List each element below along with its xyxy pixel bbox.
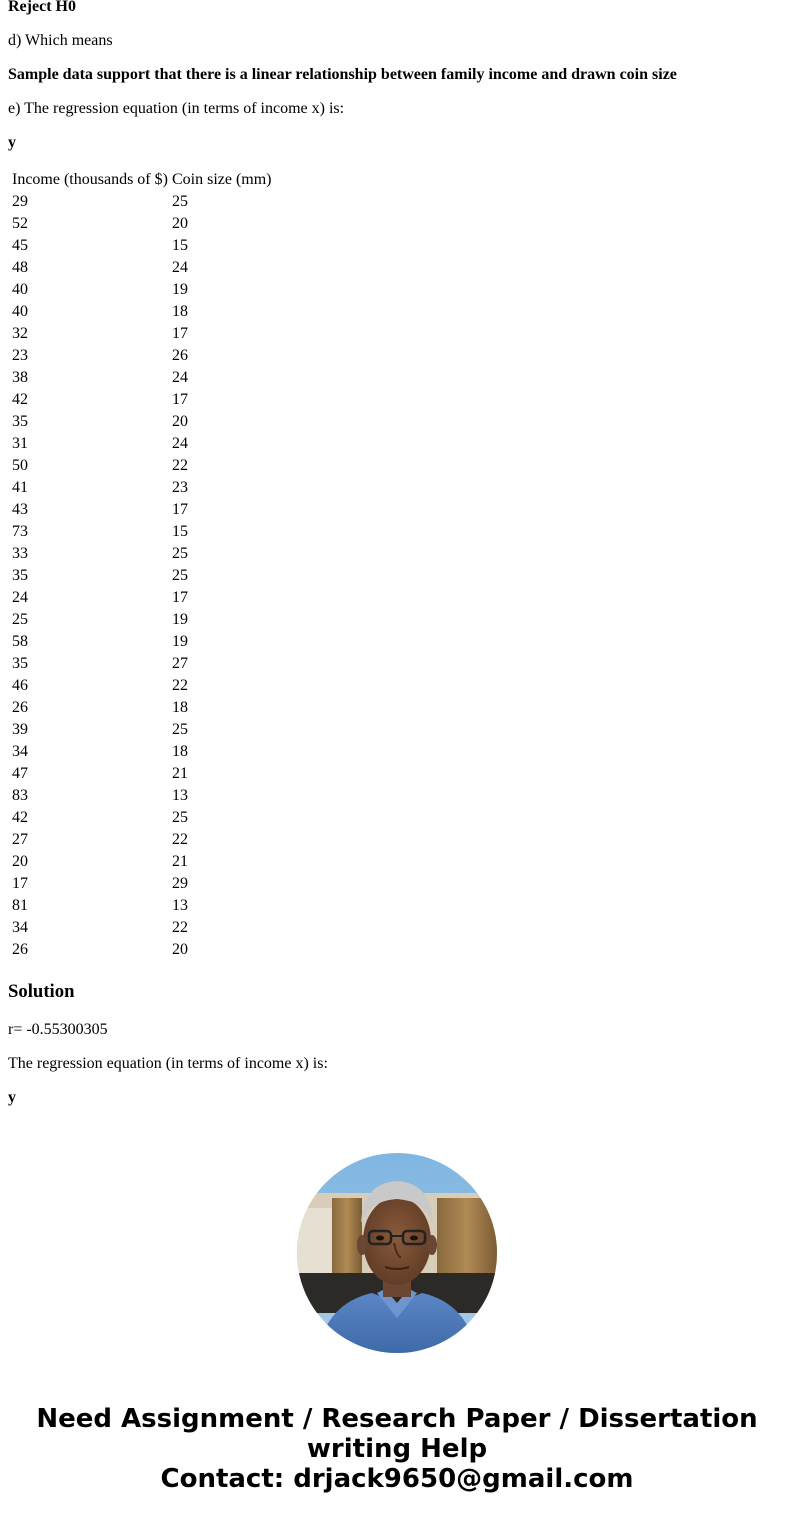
coin-size-cell: 24 [171,369,188,386]
income-cell: 32 [12,325,28,342]
question-e-answer: y [8,134,16,151]
income-cell: 27 [12,831,28,848]
coin-size-column-header: Coin size (mm) [171,171,272,188]
coin-size-cell: 20 [171,941,188,958]
table-row [11,852,273,872]
coin-size-cell: 22 [171,677,188,694]
income-cell: 52 [12,215,28,232]
income-cell: 43 [12,501,28,518]
coin-size-cell: 24 [171,435,188,452]
income-cell: 35 [12,655,28,672]
table-row [11,896,273,916]
income-cell: 42 [12,391,28,408]
table-row [11,258,273,278]
coin-size-cell: 25 [171,545,188,562]
coin-size-cell: 17 [171,325,188,342]
coin-size-cell: 27 [171,655,188,672]
coin-size-cell: 17 [171,501,188,518]
table-row [11,610,273,630]
income-cell: 42 [12,809,28,826]
coin-size-cell: 23 [171,479,188,496]
table-row [11,566,273,586]
income-cell: 35 [12,413,28,430]
table-row [11,720,273,740]
coin-size-cell: 19 [171,633,188,650]
income-cell: 47 [12,765,28,782]
table-row [11,786,273,806]
table-row [11,764,273,784]
table-row [11,918,273,938]
coin-size-cell: 20 [171,215,188,232]
income-column-header: Income (thousands of $) [12,171,168,188]
table-row [11,522,273,542]
income-coin-table [9,168,275,962]
table-row [11,830,273,850]
decision-text: Reject H0 [8,0,76,15]
table-row [11,214,273,234]
table-row [11,280,273,300]
income-cell: 24 [12,589,28,606]
table-row [11,324,273,344]
interpretation-text: Sample data support that there is a linear relationship between family income and drawn coin size [8,66,677,83]
table-row [11,742,273,762]
promo-contact: Contact: drjack9650@gmail.com [160,1464,634,1494]
promo-line-1: Need Assignment / Research Paper / Dissertation [36,1404,758,1434]
income-cell: 31 [12,435,28,452]
table-row [11,390,273,410]
table-header-row [11,170,273,190]
coin-size-cell: 15 [171,237,188,254]
income-cell: 29 [12,193,28,210]
table-row [11,808,273,828]
coin-size-cell: 19 [171,611,188,628]
r-value-text: r= -0.55300305 [8,1021,108,1038]
coin-size-cell: 20 [171,413,188,430]
table-row [11,544,273,564]
coin-size-cell: 22 [171,457,188,474]
income-cell: 17 [12,875,28,892]
coin-size-cell: 29 [171,875,188,892]
table-row [11,588,273,608]
coin-size-cell: 18 [171,743,188,760]
coin-size-cell: 18 [171,699,188,716]
table-row [11,236,273,256]
coin-size-cell: 15 [171,523,188,540]
coin-size-cell: 18 [171,303,188,320]
table-row [11,698,273,718]
table-row [11,302,273,322]
table-row [11,192,273,212]
income-cell: 20 [12,853,28,870]
coin-size-cell: 25 [171,193,188,210]
income-cell: 38 [12,369,28,386]
income-cell: 58 [12,633,28,650]
promo-line-2: writing Help [306,1434,488,1464]
income-cell: 33 [12,545,28,562]
promo-banner [0,1404,794,1494]
coin-size-cell: 25 [171,721,188,738]
solution-heading: Solution [8,981,75,1002]
regression-label: The regression equation (in terms of income x) is: [8,1055,328,1072]
table-row [11,940,273,960]
table-row [11,434,273,454]
coin-size-cell: 21 [171,765,188,782]
coin-size-cell: 22 [171,919,188,936]
income-cell: 45 [12,237,28,254]
income-cell: 35 [12,567,28,584]
income-cell: 26 [12,699,28,716]
coin-size-cell: 24 [171,259,188,276]
income-cell: 34 [12,919,28,936]
table-row [11,632,273,652]
table-row [11,874,273,894]
table-row [11,478,273,498]
coin-size-cell: 25 [171,809,188,826]
author-portrait [297,1153,497,1353]
coin-size-cell: 13 [171,787,188,804]
income-cell: 34 [12,743,28,760]
income-cell: 48 [12,259,28,276]
coin-size-cell: 25 [171,567,188,584]
coin-size-cell: 26 [171,347,188,364]
income-cell: 46 [12,677,28,694]
coin-size-cell: 21 [171,853,188,870]
table-row [11,368,273,388]
author-photo [297,1153,497,1353]
income-cell: 25 [12,611,28,628]
income-cell: 40 [12,303,28,320]
coin-size-cell: 19 [171,281,188,298]
table-row [11,500,273,520]
income-cell: 83 [12,787,28,804]
table-body [11,192,273,960]
table-row [11,654,273,674]
income-cell: 40 [12,281,28,298]
table-row [11,676,273,696]
income-cell: 23 [12,347,28,364]
income-cell: 41 [12,479,28,496]
coin-size-cell: 17 [171,589,188,606]
table-row [11,456,273,476]
coin-size-cell: 17 [171,391,188,408]
income-cell: 50 [12,457,28,474]
coin-size-cell: 22 [171,831,188,848]
which-means-label: d) Which means [8,32,113,49]
table-row [11,412,273,432]
income-cell: 26 [12,941,28,958]
income-cell: 81 [12,897,28,914]
table-row [11,346,273,366]
coin-size-cell: 13 [171,897,188,914]
income-cell: 73 [12,523,28,540]
question-e-label: e) The regression equation (in terms of income x) is: [8,100,345,117]
income-cell: 39 [12,721,28,738]
solution-answer: y [8,1089,16,1106]
